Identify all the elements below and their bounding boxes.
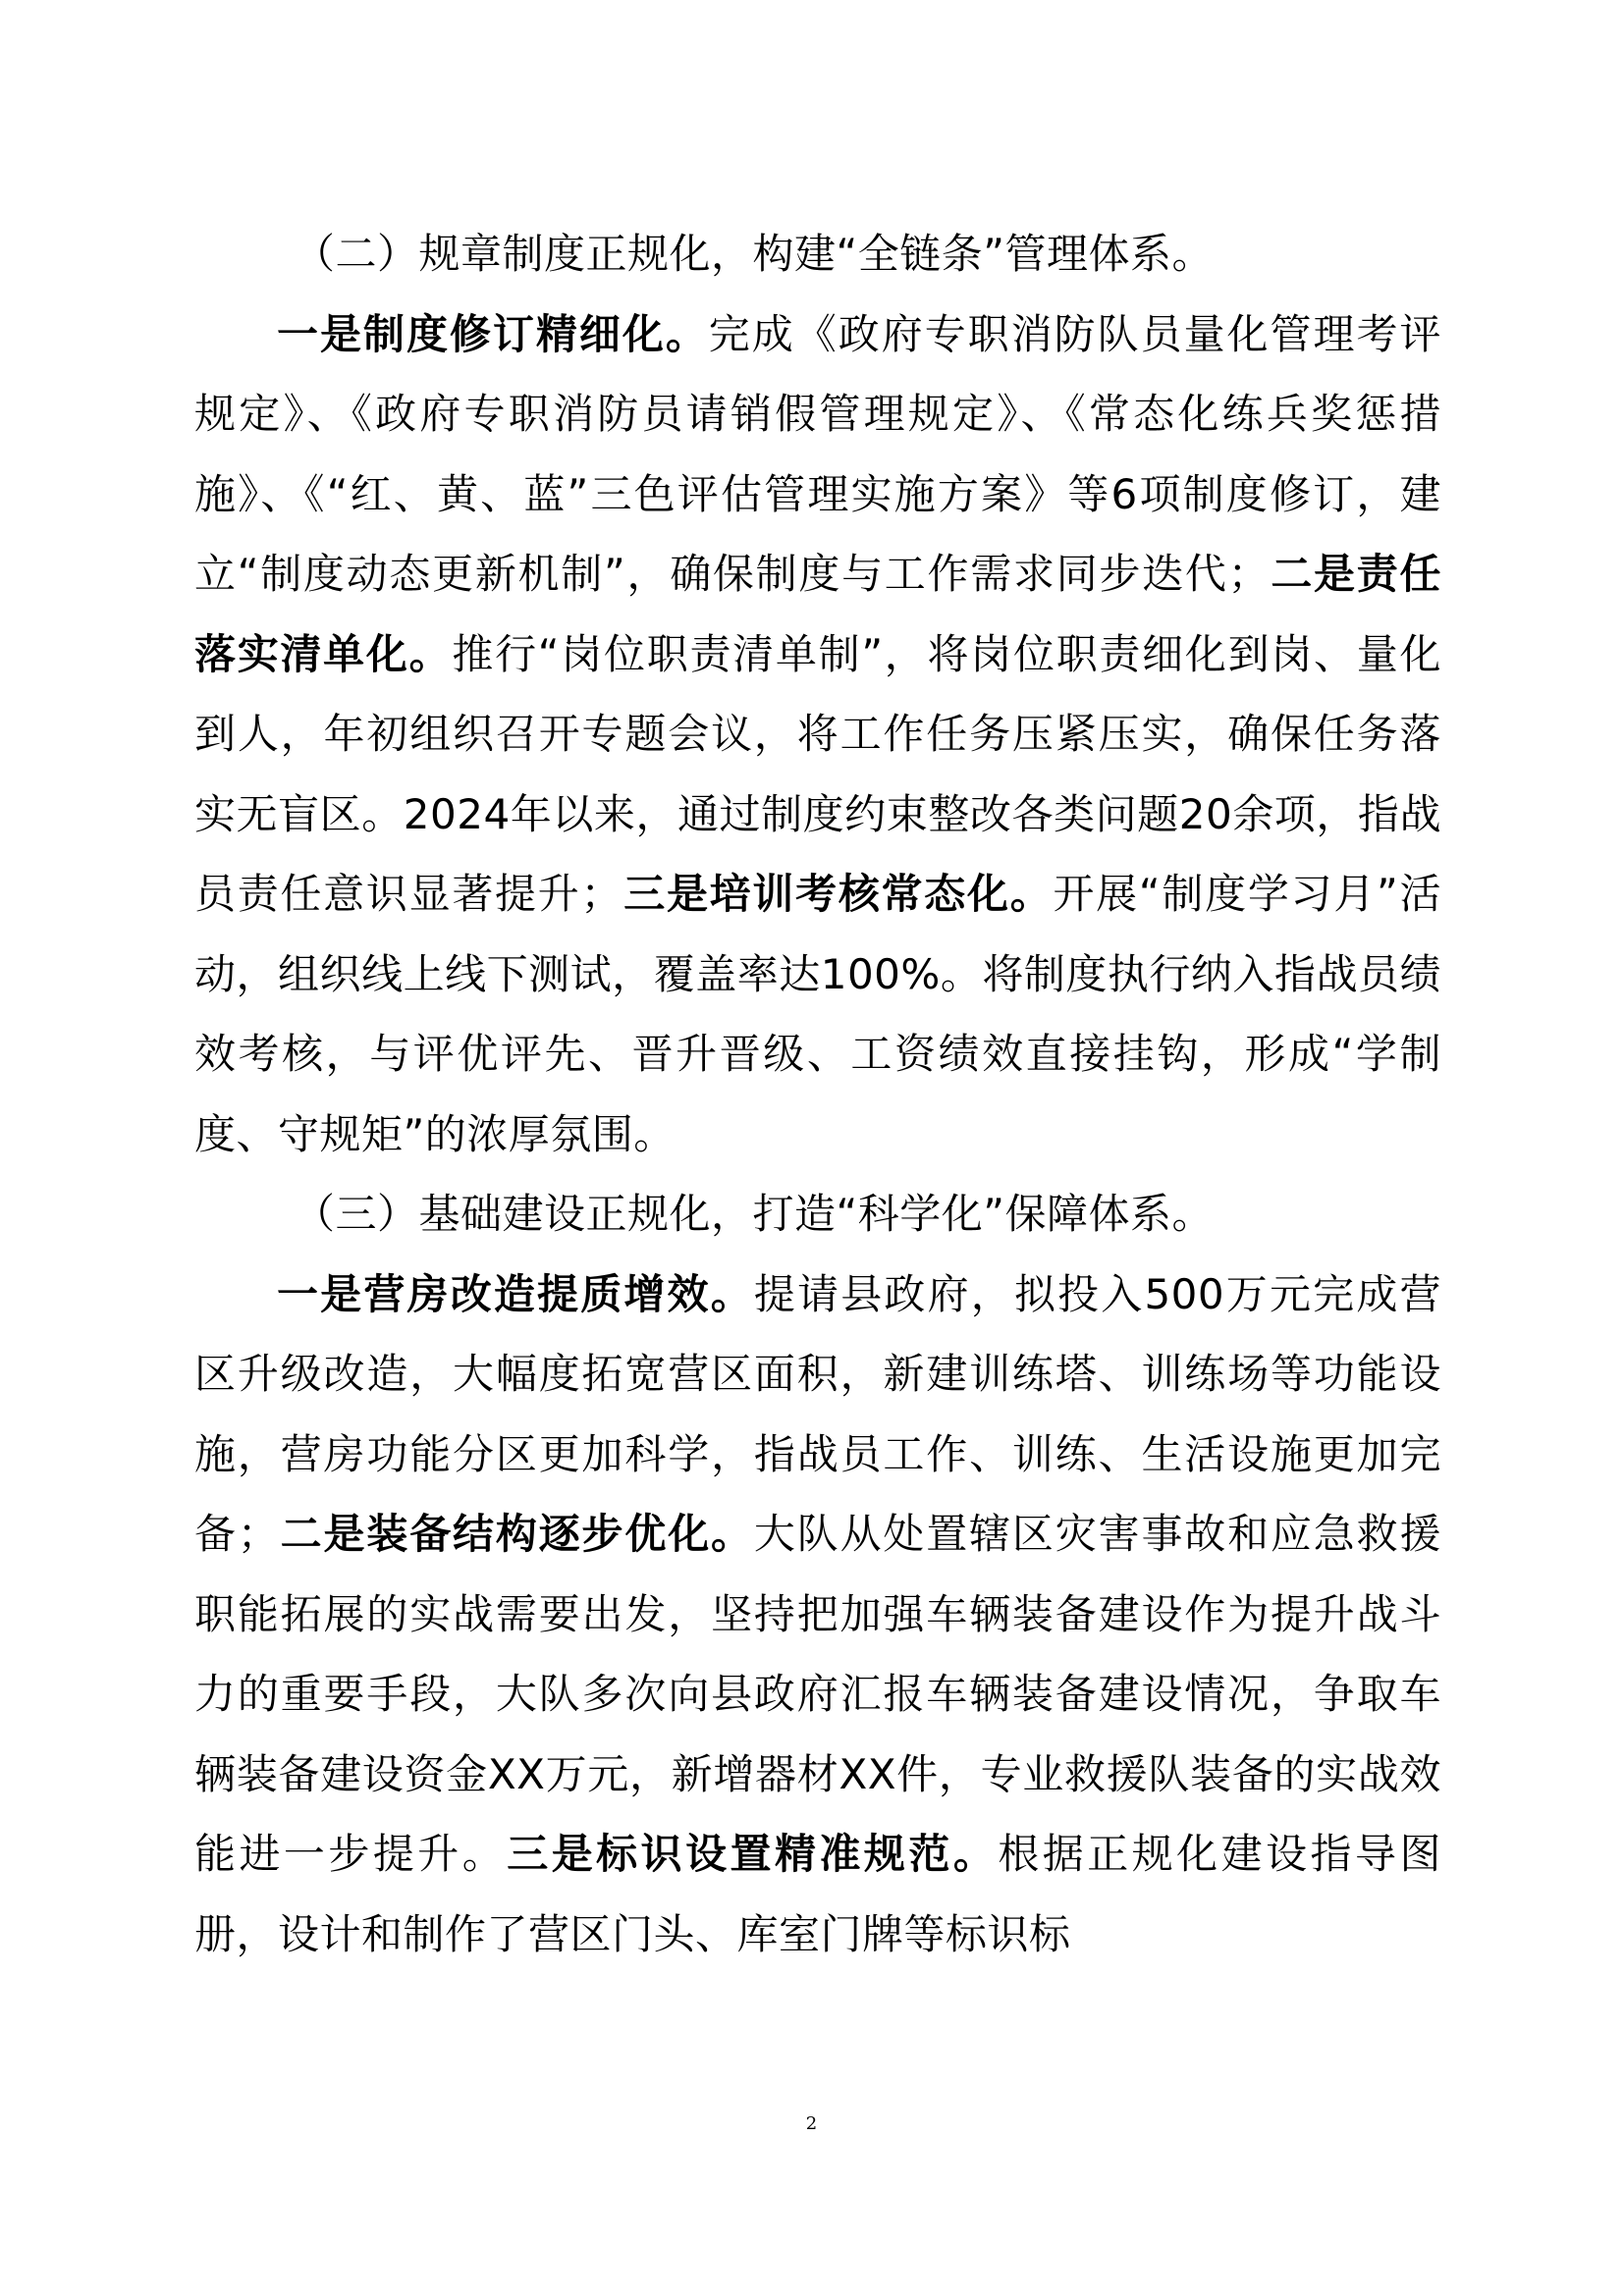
page-number: 2 [805, 2113, 818, 2134]
section-heading-2: （二）规章制度正规化，构建“全链条”管理体系。 [294, 230, 1215, 278]
point-3-lead: 三是培训考核常态化。 [622, 870, 1054, 918]
point-3-text: 根据正规化建设指导图册，设计和制作了营区门头、库室门牌等标识标 [194, 1830, 1441, 1958]
point-2-text: 大队从处置辖区灾害事故和应急救援职能拓展的实战需要出发，坚持把加强车辆装备建设作为提升战斗力的重要手段，大队多次向县政府汇报车辆装备建设情况，争取车辆装备建设资金XX万元，新增器材XX件，专业救援队装备的实战效能进一步提升。 [194, 1510, 1441, 1878]
point-1-lead: 一是制度修订精细化。 [277, 309, 709, 358]
point-3-lead: 三是标识设置精准规范。 [507, 1830, 999, 1878]
point-3-text: 开展“制度学习月”活动，组织线上线下测试，覆盖率达100%。将制度执行纳入指战员绩效考核，与评优评先、晋升晋级、工资绩效直接挂钩，形成“学制度、守规矩”的浓厚氛围。 [194, 870, 1441, 1158]
section-heading-3: （三）基础建设正规化，打造“科学化”保障体系。 [294, 1190, 1215, 1238]
document-body [194, 214, 1441, 1974]
point-2-lead: 二是责任落实清单化。 [194, 550, 1441, 678]
point-1-lead: 一是营房改造提质增效。 [277, 1269, 754, 1318]
point-2-lead: 二是装备结构逐步优化。 [279, 1510, 754, 1558]
point-1-text: 完成《政府专职消防队员量化管理考评规定》、《政府专职消防员请销假管理规定》、《常态化练兵奖惩措施》、《“红、黄、蓝”三色评估管理实施方案》等6项制度修订，建立“制度动态更新机制”，确保制度与工作需求同步迭代； [194, 309, 1441, 598]
section-3-paragraph [194, 1255, 1441, 1975]
point-1-text: 提请县政府，拟投入500万元完成营区升级改造，大幅度拓宽营区面积，新建训练塔、训练场等功能设施，营房功能分区更加科学，指战员工作、训练、生活设施更加完备； [194, 1269, 1441, 1558]
point-2-text: 推行“岗位职责清单制”，将岗位职责细化到岗、量化到人，年初组织召开专题会议，将工作任务压紧压实，确保任务落实无盲区。2024年以来，通过制度约束整改各类问题20余项，指战员责任意识显著提升； [194, 629, 1441, 918]
section-2-paragraph [194, 294, 1441, 1175]
